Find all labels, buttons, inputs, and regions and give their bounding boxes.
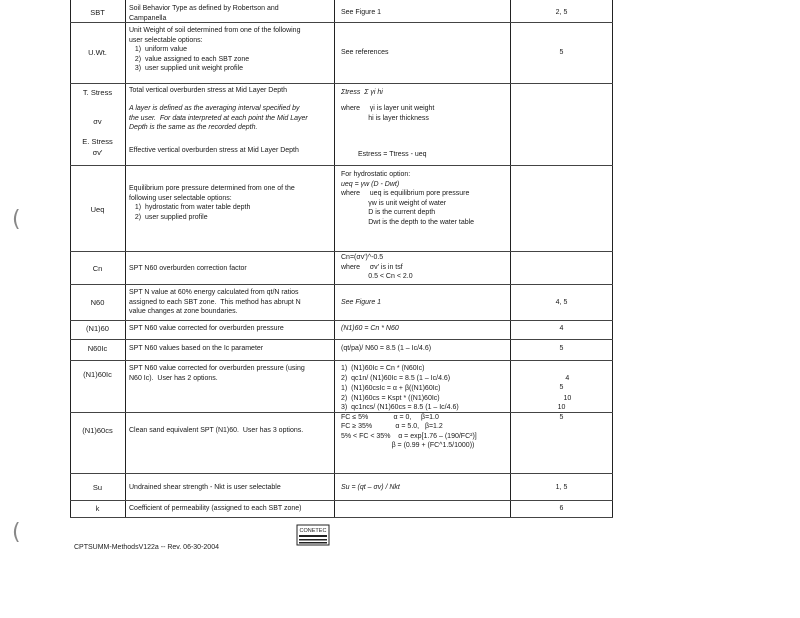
parameter-cell: E. Stress bbox=[82, 137, 113, 146]
equation-line: 3) qc1ncs/ (N1)60cs = 8.5 (1 – Ic/4.6) bbox=[341, 404, 459, 411]
description-line: assigned to each SBT zone. This method has abrupt N bbox=[129, 298, 301, 306]
reference-cell: 1, 5 bbox=[555, 484, 568, 491]
table-row bbox=[70, 253, 613, 283]
equation-cell bbox=[341, 364, 513, 383]
equation-line: γw is unit weight of water bbox=[341, 199, 447, 207]
equation-line: 1) (N1)60csIc = α + β((N1)60Ic) bbox=[341, 385, 441, 392]
parameter-cell: Su bbox=[92, 483, 103, 492]
equation-cell bbox=[341, 298, 513, 308]
description-cell bbox=[129, 184, 329, 222]
equation-line: 1) (N1)60Ic = Cn * (N60Ic) bbox=[341, 365, 425, 372]
equation-line: 2) qc1n/ (N1)60Ic = 8.5 (1 – Ic/4.6) bbox=[341, 374, 451, 382]
parameter-cell: k bbox=[95, 504, 100, 513]
parameter-cell: σv' bbox=[92, 148, 103, 157]
description-line: SPT N60 value corrected for overburden pressure bbox=[129, 325, 284, 332]
description-line: A layer is defined as the averaging interval specified by bbox=[129, 105, 300, 112]
description-line: Coefficient of permeability (assigned to each SBT zone) bbox=[129, 505, 302, 512]
description-cell bbox=[129, 504, 329, 514]
reference-cell: 5 bbox=[559, 49, 564, 56]
description-line: value changes at zone boundaries. bbox=[129, 308, 238, 315]
description-line: SPT N60 overburden correction factor bbox=[129, 265, 247, 272]
description-cell bbox=[129, 146, 329, 156]
description-line: SPT N value at 60% energy calculated from qt/N ratios bbox=[129, 289, 299, 296]
equation-line: 0.5 < Cn < 2.0 bbox=[341, 273, 413, 280]
table-row bbox=[70, 504, 613, 517]
equation-line: 2) (N1)60cs = Kspt * ((N1)60Ic) bbox=[341, 394, 440, 402]
description-line: Equilibrium pore pressure determined from one of the bbox=[129, 185, 295, 192]
parameter-cell: Ueq bbox=[90, 205, 105, 214]
equation-line: FC ≤ 5% α = 0, β=1.0 bbox=[341, 413, 439, 421]
row-divider bbox=[70, 165, 613, 166]
equation-cell bbox=[341, 104, 513, 123]
table-row bbox=[70, 344, 613, 359]
parameter-cell: (N1)60 bbox=[86, 324, 109, 333]
description-line: Effective vertical overburden stress at Mid Layer Depth bbox=[129, 147, 299, 154]
equation-line: where γi is layer unit weight bbox=[341, 105, 435, 112]
description-line: Total vertical overburden stress at Mid Layer Depth bbox=[129, 87, 287, 94]
reference-cell: 6 bbox=[559, 505, 564, 512]
description-line: N60 Ic). User has 2 options. bbox=[129, 374, 218, 382]
equation-line: β = (0.99 + (FC^1.5/1000)) bbox=[341, 442, 475, 449]
equation-cell bbox=[341, 324, 513, 334]
equation-line: D is the current depth bbox=[341, 209, 436, 216]
parameter-cell: Cn bbox=[92, 264, 103, 273]
description-line: Undrained shear strength - Nkt is user selectable bbox=[129, 484, 281, 491]
table-bottom-border bbox=[70, 517, 613, 518]
equation-line: For hydrostatic option: bbox=[341, 171, 411, 178]
description-line: Soil Behavior Type as defined by Robertson and bbox=[129, 5, 279, 12]
equation-line: See references bbox=[341, 49, 389, 56]
description-cell bbox=[129, 26, 329, 74]
table-row bbox=[70, 477, 613, 499]
binder-hole-mark: ( bbox=[12, 207, 21, 232]
description-cell bbox=[129, 344, 329, 354]
description-cell bbox=[129, 483, 329, 493]
company-logo bbox=[296, 524, 330, 546]
binder-hole-mark: ( bbox=[12, 520, 21, 545]
description-cell bbox=[129, 364, 329, 383]
equation-line: Estress = Ttress - ueq bbox=[358, 151, 427, 158]
table-row bbox=[70, 168, 613, 250]
equation-line: (N1)60 = Cn * N60 bbox=[341, 325, 399, 332]
equation-line: See Figure 1 bbox=[341, 299, 382, 306]
equation-line: where ueq is equilibrium pore pressure bbox=[341, 190, 470, 197]
parameter-cell: SBT bbox=[90, 8, 105, 17]
document-footer: CPTSUMM-MethodsV122a -- Rev. 06-30-2004 bbox=[74, 544, 219, 551]
table-row bbox=[70, 384, 613, 472]
equation-line: Cn=(σv')^-0.5 bbox=[341, 254, 384, 261]
description-line: 2) value assigned to each SBT zone bbox=[129, 55, 250, 63]
description-line: 2) user supplied profile bbox=[129, 213, 208, 221]
equation-cell bbox=[341, 483, 513, 493]
equation-cell bbox=[341, 8, 513, 18]
row-divider bbox=[70, 500, 613, 501]
description-line: following user selectable options: bbox=[129, 194, 232, 202]
description-cell bbox=[129, 86, 329, 96]
reference-cell: 5 bbox=[559, 345, 564, 352]
logo-graphic bbox=[296, 524, 330, 546]
logo-text: CONETEC bbox=[299, 528, 327, 534]
description-cell bbox=[129, 264, 329, 274]
reference-cell bbox=[510, 384, 613, 432]
description-line: Depth is the same as the recorded depth. bbox=[129, 124, 258, 131]
equation-line: Dwt is the depth to the water table bbox=[341, 218, 475, 226]
description-line: 3) user supplied unit weight profile bbox=[129, 65, 244, 72]
equation-cell bbox=[341, 48, 513, 58]
equation-line: ueq = γw (D - Dwt) bbox=[341, 180, 400, 188]
equation-cell bbox=[341, 384, 513, 451]
description-line: the user. For data interpreted at each point the Mid Layer bbox=[129, 114, 308, 122]
equation-line: Σtress Σ γi hi bbox=[341, 89, 383, 96]
equation-line: 5% < FC < 35% α = exp[1.76 – (190/FC²)] bbox=[341, 432, 477, 440]
parameter-cell: N60Ic bbox=[87, 344, 108, 353]
row-divider bbox=[70, 320, 613, 321]
equation-line: where σv' is in tsf bbox=[341, 263, 403, 271]
description-cell bbox=[129, 426, 329, 436]
equation-cell bbox=[358, 150, 530, 160]
description-line: 1) uniform value bbox=[129, 46, 187, 53]
equation-cell bbox=[341, 253, 513, 282]
row-divider bbox=[70, 473, 613, 474]
row-divider bbox=[70, 360, 613, 361]
table-row bbox=[70, 324, 613, 338]
equation-line: Su = (qt – σv) / Nkt bbox=[341, 484, 400, 491]
equation-cell bbox=[341, 170, 513, 227]
reference-value: 4 5 bbox=[559, 374, 570, 391]
description-line: SPT N60 values based on the Ic parameter bbox=[129, 345, 264, 352]
row-divider bbox=[70, 339, 613, 340]
table-row bbox=[70, 4, 613, 22]
description-cell bbox=[129, 324, 329, 334]
equation-cell bbox=[341, 88, 513, 98]
reference-cell: 4, 5 bbox=[555, 299, 568, 306]
description-cell bbox=[129, 4, 329, 23]
reference-cell: 2, 5 bbox=[555, 9, 568, 16]
parameter-cell: σv bbox=[93, 117, 102, 126]
equation-line: hi is layer thickness bbox=[341, 114, 429, 122]
reference-cell: 4 bbox=[559, 325, 564, 332]
reference-value: 10 10 5 bbox=[557, 394, 572, 421]
description-line: user selectable options: bbox=[129, 36, 203, 44]
description-line: 1) hydrostatic from water table depth bbox=[129, 204, 251, 211]
table-row bbox=[70, 288, 613, 319]
equation-cell bbox=[341, 344, 513, 354]
row-divider bbox=[70, 284, 613, 285]
row-divider bbox=[70, 83, 613, 84]
table-row bbox=[70, 86, 613, 164]
description-cell bbox=[129, 288, 329, 317]
description-line: Clean sand equivalent SPT (N1)60. User has 3 options. bbox=[129, 427, 304, 434]
equation-line: (qt/pa)/ N60 = 8.5 (1 – Ic/4.6) bbox=[341, 345, 432, 352]
description-line: Campanella bbox=[129, 14, 167, 22]
equation-line: See Figure 1 bbox=[341, 9, 382, 16]
parameter-cell: (N1)60Ic bbox=[83, 370, 112, 379]
table-row bbox=[70, 26, 613, 82]
row-divider bbox=[70, 251, 613, 252]
description-line: SPT N60 value corrected for overburden pressure (using bbox=[129, 365, 305, 372]
description-cell bbox=[129, 104, 329, 133]
equation-line: FC ≥ 35% α = 5.0, β=1.2 bbox=[341, 423, 443, 430]
parameter-cell: U.Wt. bbox=[88, 48, 107, 57]
parameter-cell: T. Stress bbox=[82, 88, 113, 97]
description-line: Unit Weight of soil determined from one of the following bbox=[129, 27, 301, 34]
parameter-cell: (N1)60cs bbox=[82, 426, 113, 435]
parameter-cell: N60 bbox=[90, 298, 105, 307]
